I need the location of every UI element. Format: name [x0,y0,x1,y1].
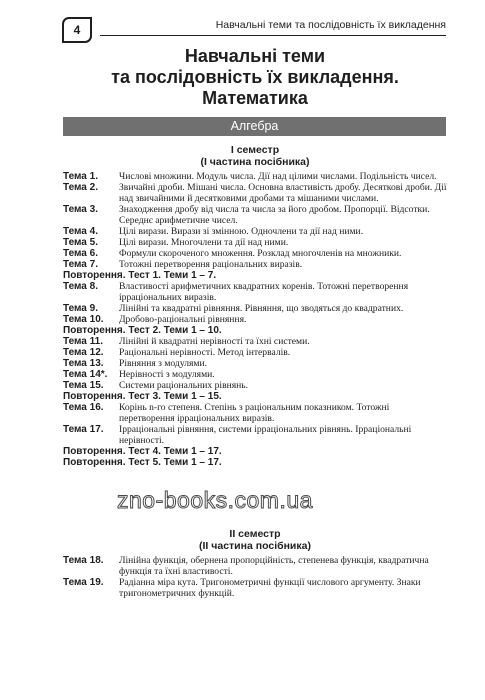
topic-text: Властивості арифметичних квадратних коренів. Тотожні перетворення ірраціональних виразів. [119,281,409,303]
topic-text: Лінійні та квадратні рівняння. Рівняння, що зводяться до квадратних. [119,303,404,314]
topic-row [63,380,447,391]
topic-label: Тема 12. [63,347,104,358]
topic-row [63,182,447,204]
topic-text: Знаходження дробу від числа та числа за його дробом. Пропорції. Відсотки. Середнє арифметичне чисел. [119,204,430,226]
topic-label: Тема 18. [63,555,104,566]
topic-row [63,424,447,446]
topic-row [63,577,447,599]
topic-label: Тема 17. [63,424,104,435]
topic-row [63,281,447,303]
running-header: Навчальні теми та послідовність їх викладення [215,19,446,31]
review-line: Повторення. Тест 5. Теми 1 – 17. [63,457,222,468]
topic-text: Лінійні й квадратні нерівності та їхні системи. [119,336,310,347]
topic-text: Системи раціональних рівнянь. [119,380,249,391]
topic-label: Тема 5. [63,237,98,248]
topic-label: Тема 10. [63,314,104,325]
topic-text: Цілі вирази. Вирази зі змінною. Одночлени та дії над ними. [119,226,364,237]
topic-label: Тема 2. [63,182,98,193]
topic-row [63,259,447,270]
review-line: Повторення. Тест 4. Теми 1 – 17. [63,446,222,457]
semester-2-topics [63,555,447,599]
topic-label: Тема 4. [63,226,98,237]
topic-text: Ірраціональні рівняння, системи ірраціональних рівнянь. Ірраціональні нерівності. [119,424,412,446]
topic-label: Тема 16. [63,402,104,413]
semester-1-title: I семестр [230,144,280,156]
topic-text: Звичайні дроби. Мішані числа. Основна властивість дробу. Десяткові дроби. Дії над звичайними й десятковими дробами та мішаними числами. [119,182,447,204]
watermark: zno-books.com.ua [117,487,313,513]
topic-row [63,369,447,380]
topic-row [63,248,447,259]
topic-row [63,204,447,226]
title-line-1: Навчальні теми [184,46,326,66]
topic-row [63,171,447,182]
topic-label: Тема 7. [63,259,98,270]
topic-label: Тема 19. [63,577,104,588]
review-line: Повторення. Тест 3. Теми 1 – 15. [63,391,222,402]
topic-row [63,314,447,325]
topic-text: Формули скороченого множення. Розклад многочленів на множники. [119,248,402,259]
semester-2-heading [63,528,447,552]
semester-1-topics [63,171,447,468]
topic-row [63,347,447,358]
semester-2-subtitle: (II частина посібника) [199,540,311,552]
topic-text: Числові множини. Модуль числа. Дії над цілими числами. Подільність чисел. [119,171,437,182]
topic-row [63,555,447,577]
topic-row [63,303,447,314]
topic-text: Рівняння з модулями. [119,358,207,369]
title-line-2: та послідовність їх викладення. [111,67,399,87]
topic-label: Тема 11. [63,336,103,347]
review-line: Повторення. Тест 1. Теми 1 – 7. [63,270,217,281]
topic-row [63,402,447,424]
topic-text: Радіанна міра кута. Тригонометричні функції числового аргументу. Знаки тригонометричних функцій. [119,577,421,599]
topic-text: Лінійна функція, обернена пропорційність, степенева функція, квадратична функція та їхні властивості. [119,555,429,577]
header-rule [100,35,446,36]
topic-row [63,226,447,237]
topic-label: Тема 15. [63,380,104,391]
page-title [63,46,447,109]
topic-label: Тема 1. [63,171,98,182]
topic-row [63,358,447,369]
section-bar-algebra: Алгебра [63,117,446,136]
semester-2-title: II семестр [229,528,281,540]
topic-text: Тотожні перетворення раціональних виразів. [119,259,303,270]
semester-1-heading [63,144,447,168]
topic-row [63,336,447,347]
topic-text: Раціональні нерівності. Метод інтервалів. [119,347,291,358]
semester-1-subtitle: (I частина посібника) [200,156,310,168]
page-number: 4 [62,17,92,43]
topic-label: Тема 8. [63,281,98,292]
topic-label: Тема 3. [63,204,98,215]
topic-row [63,237,447,248]
topic-label: Тема 6. [63,248,98,259]
topic-text: Дробово-раціональні рівняння. [119,314,247,325]
review-line: Повторення. Тест 2. Теми 1 – 10. [63,325,222,336]
topic-text: Корінь n-го степеня. Степінь з раціональним показником. Тотожні перетворення ірраціональних виразів. [119,402,390,424]
topic-label: Тема 13. [63,358,104,369]
title-line-3: Математика [202,88,308,108]
topic-text: Нерівності з модулями. [119,369,215,380]
topic-label: Тема 14*. [63,369,108,380]
topic-label: Тема 9. [63,303,98,314]
topic-text: Цілі вирази. Многочлени та дії над ними. [119,237,289,248]
